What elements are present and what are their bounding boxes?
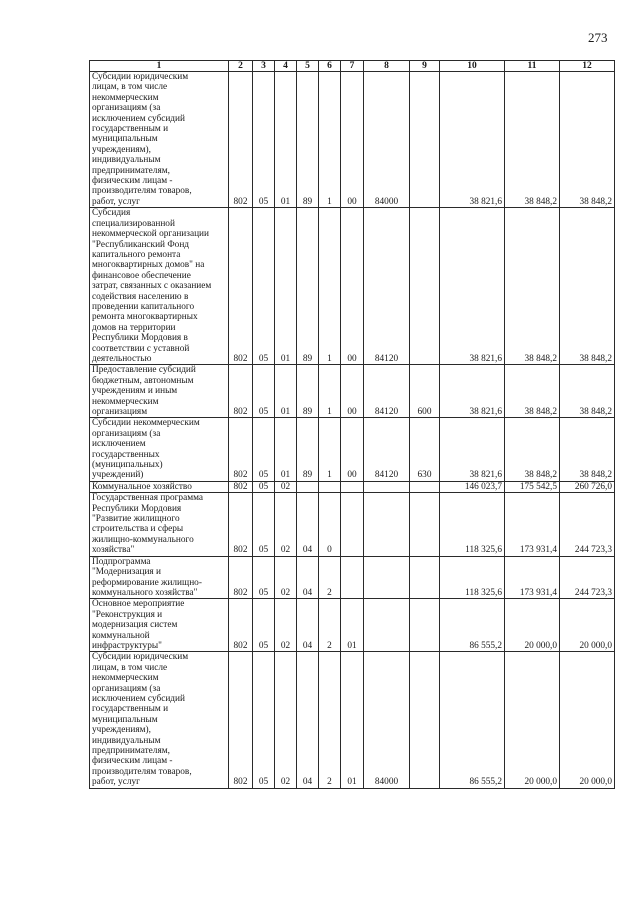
table-row bbox=[90, 418, 615, 481]
cell-direction: 84120 bbox=[364, 208, 410, 365]
cell-chapter: 802 bbox=[229, 418, 253, 481]
row-name-line: "Модернизация и bbox=[92, 567, 161, 578]
cell-event: 00 bbox=[341, 365, 364, 418]
row-name bbox=[90, 208, 229, 365]
row-name-line: бюджетным, автономным bbox=[92, 375, 194, 386]
cell-sum-2019: 20 000,0 bbox=[505, 599, 560, 652]
cell-sum-2019: 173 931,4 bbox=[505, 493, 560, 556]
cell-event: 01 bbox=[341, 599, 364, 652]
row-name-line: предпринимателям, bbox=[92, 165, 170, 176]
row-name-line: деятельностью bbox=[92, 353, 152, 364]
cell-program: 04 bbox=[297, 652, 319, 788]
cell-sum-2020: 244 723,3 bbox=[560, 493, 615, 556]
cell-expense-type bbox=[410, 599, 440, 652]
cell-program: 04 bbox=[297, 556, 319, 599]
row-name-line: специализированной bbox=[92, 218, 175, 229]
cell-subprogram: 1 bbox=[319, 365, 341, 418]
cell-expense-type bbox=[410, 556, 440, 599]
row-name-line: некоммерческой организации bbox=[92, 229, 209, 240]
cell-subsection: 02 bbox=[275, 599, 297, 652]
cell-direction bbox=[364, 481, 410, 492]
cell-sum-2018: 38 821,6 bbox=[440, 208, 505, 365]
cell-sum-2018: 118 325,6 bbox=[440, 493, 505, 556]
cell-section: 05 bbox=[253, 418, 275, 481]
cell-sum-2018: 38 821,6 bbox=[440, 365, 505, 418]
row-name bbox=[90, 481, 229, 492]
cell-sum-2019: 38 848,2 bbox=[505, 208, 560, 365]
row-name-line: многоквартирных домов" на bbox=[92, 260, 205, 271]
row-name-line: работ, услуг bbox=[92, 196, 140, 207]
col-header-5: 5 bbox=[297, 61, 319, 72]
row-name-line: государственным и bbox=[92, 704, 169, 715]
cell-program: 89 bbox=[297, 418, 319, 481]
row-name-line: реформирование жилищно- bbox=[92, 577, 202, 588]
col-header-7: 7 bbox=[341, 61, 364, 72]
cell-subsection: 01 bbox=[275, 418, 297, 481]
cell-sum-2019: 38 848,2 bbox=[505, 72, 560, 208]
row-name bbox=[90, 599, 229, 652]
col-header-6: 6 bbox=[319, 61, 341, 72]
row-name-line: Подпрограмма bbox=[92, 556, 151, 567]
cell-expense-type bbox=[410, 493, 440, 556]
cell-sum-2020: 38 848,2 bbox=[560, 365, 615, 418]
cell-sum-2018: 86 555,2 bbox=[440, 652, 505, 788]
cell-sum-2019: 38 848,2 bbox=[505, 418, 560, 481]
row-name-line: Коммунальное хозяйство bbox=[92, 481, 192, 492]
cell-expense-type bbox=[410, 72, 440, 208]
page-number: 273 bbox=[588, 30, 608, 45]
row-name bbox=[90, 418, 229, 481]
col-header-10: 10 bbox=[440, 61, 505, 72]
cell-chapter: 802 bbox=[229, 208, 253, 365]
row-name-line: инфраструктуры" bbox=[92, 640, 162, 651]
row-name-line: ремонта многоквартирных bbox=[92, 312, 198, 323]
table-body bbox=[90, 72, 615, 789]
row-name-line: производителям товаров, bbox=[92, 766, 192, 777]
cell-sum-2020: 244 723,3 bbox=[560, 556, 615, 599]
cell-event: 00 bbox=[341, 418, 364, 481]
cell-sum-2020: 38 848,2 bbox=[560, 418, 615, 481]
col-header-8: 8 bbox=[364, 61, 410, 72]
row-name-line: государственным и bbox=[92, 124, 169, 135]
cell-sum-2019: 20 000,0 bbox=[505, 652, 560, 788]
cell-section: 05 bbox=[253, 556, 275, 599]
row-name-line: хозяйства" bbox=[92, 545, 135, 556]
cell-sum-2018: 38 821,6 bbox=[440, 418, 505, 481]
row-name-line: Субсидии юридическим bbox=[92, 72, 189, 82]
row-name-line: физическим лицам - bbox=[92, 756, 173, 767]
row-name-line: содействия населению в bbox=[92, 291, 189, 302]
col-header-9: 9 bbox=[410, 61, 440, 72]
cell-sum-2019: 175 542,5 bbox=[505, 481, 560, 492]
cell-chapter: 802 bbox=[229, 599, 253, 652]
row-name bbox=[90, 72, 229, 208]
cell-section: 05 bbox=[253, 208, 275, 365]
col-header-3: 3 bbox=[253, 61, 275, 72]
row-name-line: учреждениям), bbox=[92, 144, 151, 155]
cell-event bbox=[341, 481, 364, 492]
cell-subprogram: 2 bbox=[319, 652, 341, 788]
row-name-line: организациям (за bbox=[92, 683, 161, 694]
row-name bbox=[90, 493, 229, 556]
row-name-line: капитального ремонта bbox=[92, 249, 181, 260]
row-name-line: лицам, в том числе bbox=[92, 662, 168, 673]
cell-subsection: 01 bbox=[275, 365, 297, 418]
cell-direction: 84120 bbox=[364, 365, 410, 418]
cell-sum-2019: 173 931,4 bbox=[505, 556, 560, 599]
table-row bbox=[90, 493, 615, 556]
row-name-line: соответствии с уставной bbox=[92, 343, 190, 354]
row-name-line: физическим лицам - bbox=[92, 176, 173, 187]
row-name-line: учреждениям и иным bbox=[92, 386, 178, 397]
table-row bbox=[90, 208, 615, 365]
cell-section: 05 bbox=[253, 365, 275, 418]
table-row bbox=[90, 481, 615, 492]
row-name-line: проведении капитального bbox=[92, 301, 195, 312]
row-name-line: Субсидия bbox=[92, 208, 131, 219]
cell-sum-2018: 86 555,2 bbox=[440, 599, 505, 652]
cell-sum-2018: 38 821,6 bbox=[440, 72, 505, 208]
row-name-line: Республики Мордовия bbox=[92, 503, 182, 514]
cell-event: 00 bbox=[341, 208, 364, 365]
row-name bbox=[90, 556, 229, 599]
row-name-line: муниципальным bbox=[92, 714, 158, 725]
cell-program: 89 bbox=[297, 365, 319, 418]
cell-subsection: 02 bbox=[275, 481, 297, 492]
cell-event bbox=[341, 556, 364, 599]
cell-sum-2020: 38 848,2 bbox=[560, 208, 615, 365]
row-name-line: Республики Мордовия в bbox=[92, 333, 188, 344]
row-name-line: индивидуальным bbox=[92, 155, 161, 166]
cell-direction: 84120 bbox=[364, 418, 410, 481]
cell-chapter: 802 bbox=[229, 556, 253, 599]
row-name-line: учреждений) bbox=[92, 470, 144, 481]
row-name-line: учреждениям), bbox=[92, 725, 151, 736]
cell-direction: 84000 bbox=[364, 652, 410, 788]
col-header-11: 11 bbox=[505, 61, 560, 72]
cell-subsection: 02 bbox=[275, 556, 297, 599]
cell-subsection: 01 bbox=[275, 208, 297, 365]
table-row bbox=[90, 652, 615, 788]
row-name-line: организациям bbox=[92, 407, 148, 417]
cell-subprogram: 2 bbox=[319, 599, 341, 652]
cell-subprogram: 0 bbox=[319, 493, 341, 556]
cell-section: 05 bbox=[253, 72, 275, 208]
cell-event: 01 bbox=[341, 652, 364, 788]
cell-subprogram: 2 bbox=[319, 556, 341, 599]
row-name-line: Основное мероприятие bbox=[92, 599, 185, 610]
cell-subprogram bbox=[319, 481, 341, 492]
row-name-line: исключением субсидий bbox=[92, 113, 185, 124]
cell-expense-type: 630 bbox=[410, 418, 440, 481]
cell-program: 89 bbox=[297, 208, 319, 365]
cell-section: 05 bbox=[253, 481, 275, 492]
row-name-line: коммунальной bbox=[92, 630, 150, 641]
col-header-2: 2 bbox=[229, 61, 253, 72]
table-row bbox=[90, 72, 615, 208]
row-name-line: Государственная программа bbox=[92, 493, 204, 504]
cell-sum-2018: 146 023,7 bbox=[440, 481, 505, 492]
row-name-line: модернизация систем bbox=[92, 620, 178, 631]
row-name-line: исключением bbox=[92, 439, 146, 450]
cell-event: 00 bbox=[341, 72, 364, 208]
col-header-1: 1 bbox=[90, 61, 229, 72]
cell-expense-type bbox=[410, 652, 440, 788]
cell-subprogram: 1 bbox=[319, 208, 341, 365]
row-name-line: предпринимателям, bbox=[92, 746, 170, 756]
row-name-line: Предоставление субсидий bbox=[92, 365, 196, 376]
cell-program: 89 bbox=[297, 72, 319, 208]
cell-chapter: 802 bbox=[229, 365, 253, 418]
table-row bbox=[90, 365, 615, 418]
row-name-line: муниципальным bbox=[92, 134, 158, 145]
table-row bbox=[90, 599, 615, 652]
cell-subprogram: 1 bbox=[319, 418, 341, 481]
row-name-line: некоммерческим bbox=[92, 396, 159, 407]
cell-sum-2018: 118 325,6 bbox=[440, 556, 505, 599]
row-name-line: (муниципальных) bbox=[92, 460, 163, 471]
row-name-line: "Республиканский Фонд bbox=[92, 239, 190, 250]
cell-expense-type bbox=[410, 481, 440, 492]
row-name-line: "Развитие жилищного bbox=[92, 514, 180, 525]
table-row bbox=[90, 556, 615, 599]
cell-direction bbox=[364, 599, 410, 652]
cell-section: 05 bbox=[253, 652, 275, 788]
row-name-line: некоммерческим bbox=[92, 673, 159, 684]
cell-subprogram: 1 bbox=[319, 72, 341, 208]
cell-sum-2020: 20 000,0 bbox=[560, 652, 615, 788]
cell-chapter: 802 bbox=[229, 493, 253, 556]
cell-direction bbox=[364, 556, 410, 599]
col-header-12: 12 bbox=[560, 61, 615, 72]
row-name-line: государственных bbox=[92, 449, 160, 460]
row-name-line: Субсидии некоммерческим bbox=[92, 418, 200, 429]
cell-event bbox=[341, 493, 364, 556]
cell-sum-2020: 38 848,2 bbox=[560, 72, 615, 208]
cell-program: 04 bbox=[297, 493, 319, 556]
row-name-line: лицам, в том числе bbox=[92, 82, 168, 93]
cell-section: 05 bbox=[253, 493, 275, 556]
col-header-4: 4 bbox=[275, 61, 297, 72]
row-name bbox=[90, 652, 229, 788]
row-name-line: индивидуальным bbox=[92, 735, 161, 746]
cell-subsection: 02 bbox=[275, 493, 297, 556]
row-name-line: исключением субсидий bbox=[92, 693, 185, 704]
cell-chapter: 802 bbox=[229, 652, 253, 788]
row-name-line: Субсидии юридическим bbox=[92, 652, 189, 663]
cell-subsection: 02 bbox=[275, 652, 297, 788]
cell-sum-2020: 260 726,0 bbox=[560, 481, 615, 492]
row-name-line: "Реконструкция и bbox=[92, 609, 163, 620]
row-name-line: жилищно-коммунального bbox=[92, 534, 194, 545]
cell-subsection: 01 bbox=[275, 72, 297, 208]
row-name-line: некоммерческим bbox=[92, 92, 159, 103]
row-name-line: организациям (за bbox=[92, 428, 161, 439]
row-name-line: финансовое обеспечение bbox=[92, 270, 191, 281]
row-name-line: домов на территории bbox=[92, 322, 176, 333]
row-name-line: организациям (за bbox=[92, 103, 161, 114]
cell-sum-2019: 38 848,2 bbox=[505, 365, 560, 418]
cell-sum-2020: 20 000,0 bbox=[560, 599, 615, 652]
cell-direction bbox=[364, 493, 410, 556]
cell-expense-type bbox=[410, 208, 440, 365]
row-name-line: строительства и сферы bbox=[92, 524, 184, 535]
cell-chapter: 802 bbox=[229, 481, 253, 492]
budget-table bbox=[89, 60, 615, 789]
row-name-line: работ, услуг bbox=[92, 777, 140, 788]
cell-direction: 84000 bbox=[364, 72, 410, 208]
row-name-line: коммунального хозяйства" bbox=[92, 587, 198, 598]
row-name bbox=[90, 365, 229, 418]
header-row bbox=[90, 61, 615, 72]
cell-chapter: 802 bbox=[229, 72, 253, 208]
cell-program: 04 bbox=[297, 599, 319, 652]
cell-section: 05 bbox=[253, 599, 275, 652]
row-name-line: затрат, связанных с оказанием bbox=[92, 281, 212, 292]
cell-expense-type: 600 bbox=[410, 365, 440, 418]
row-name-line: производителям товаров, bbox=[92, 186, 192, 197]
cell-program bbox=[297, 481, 319, 492]
